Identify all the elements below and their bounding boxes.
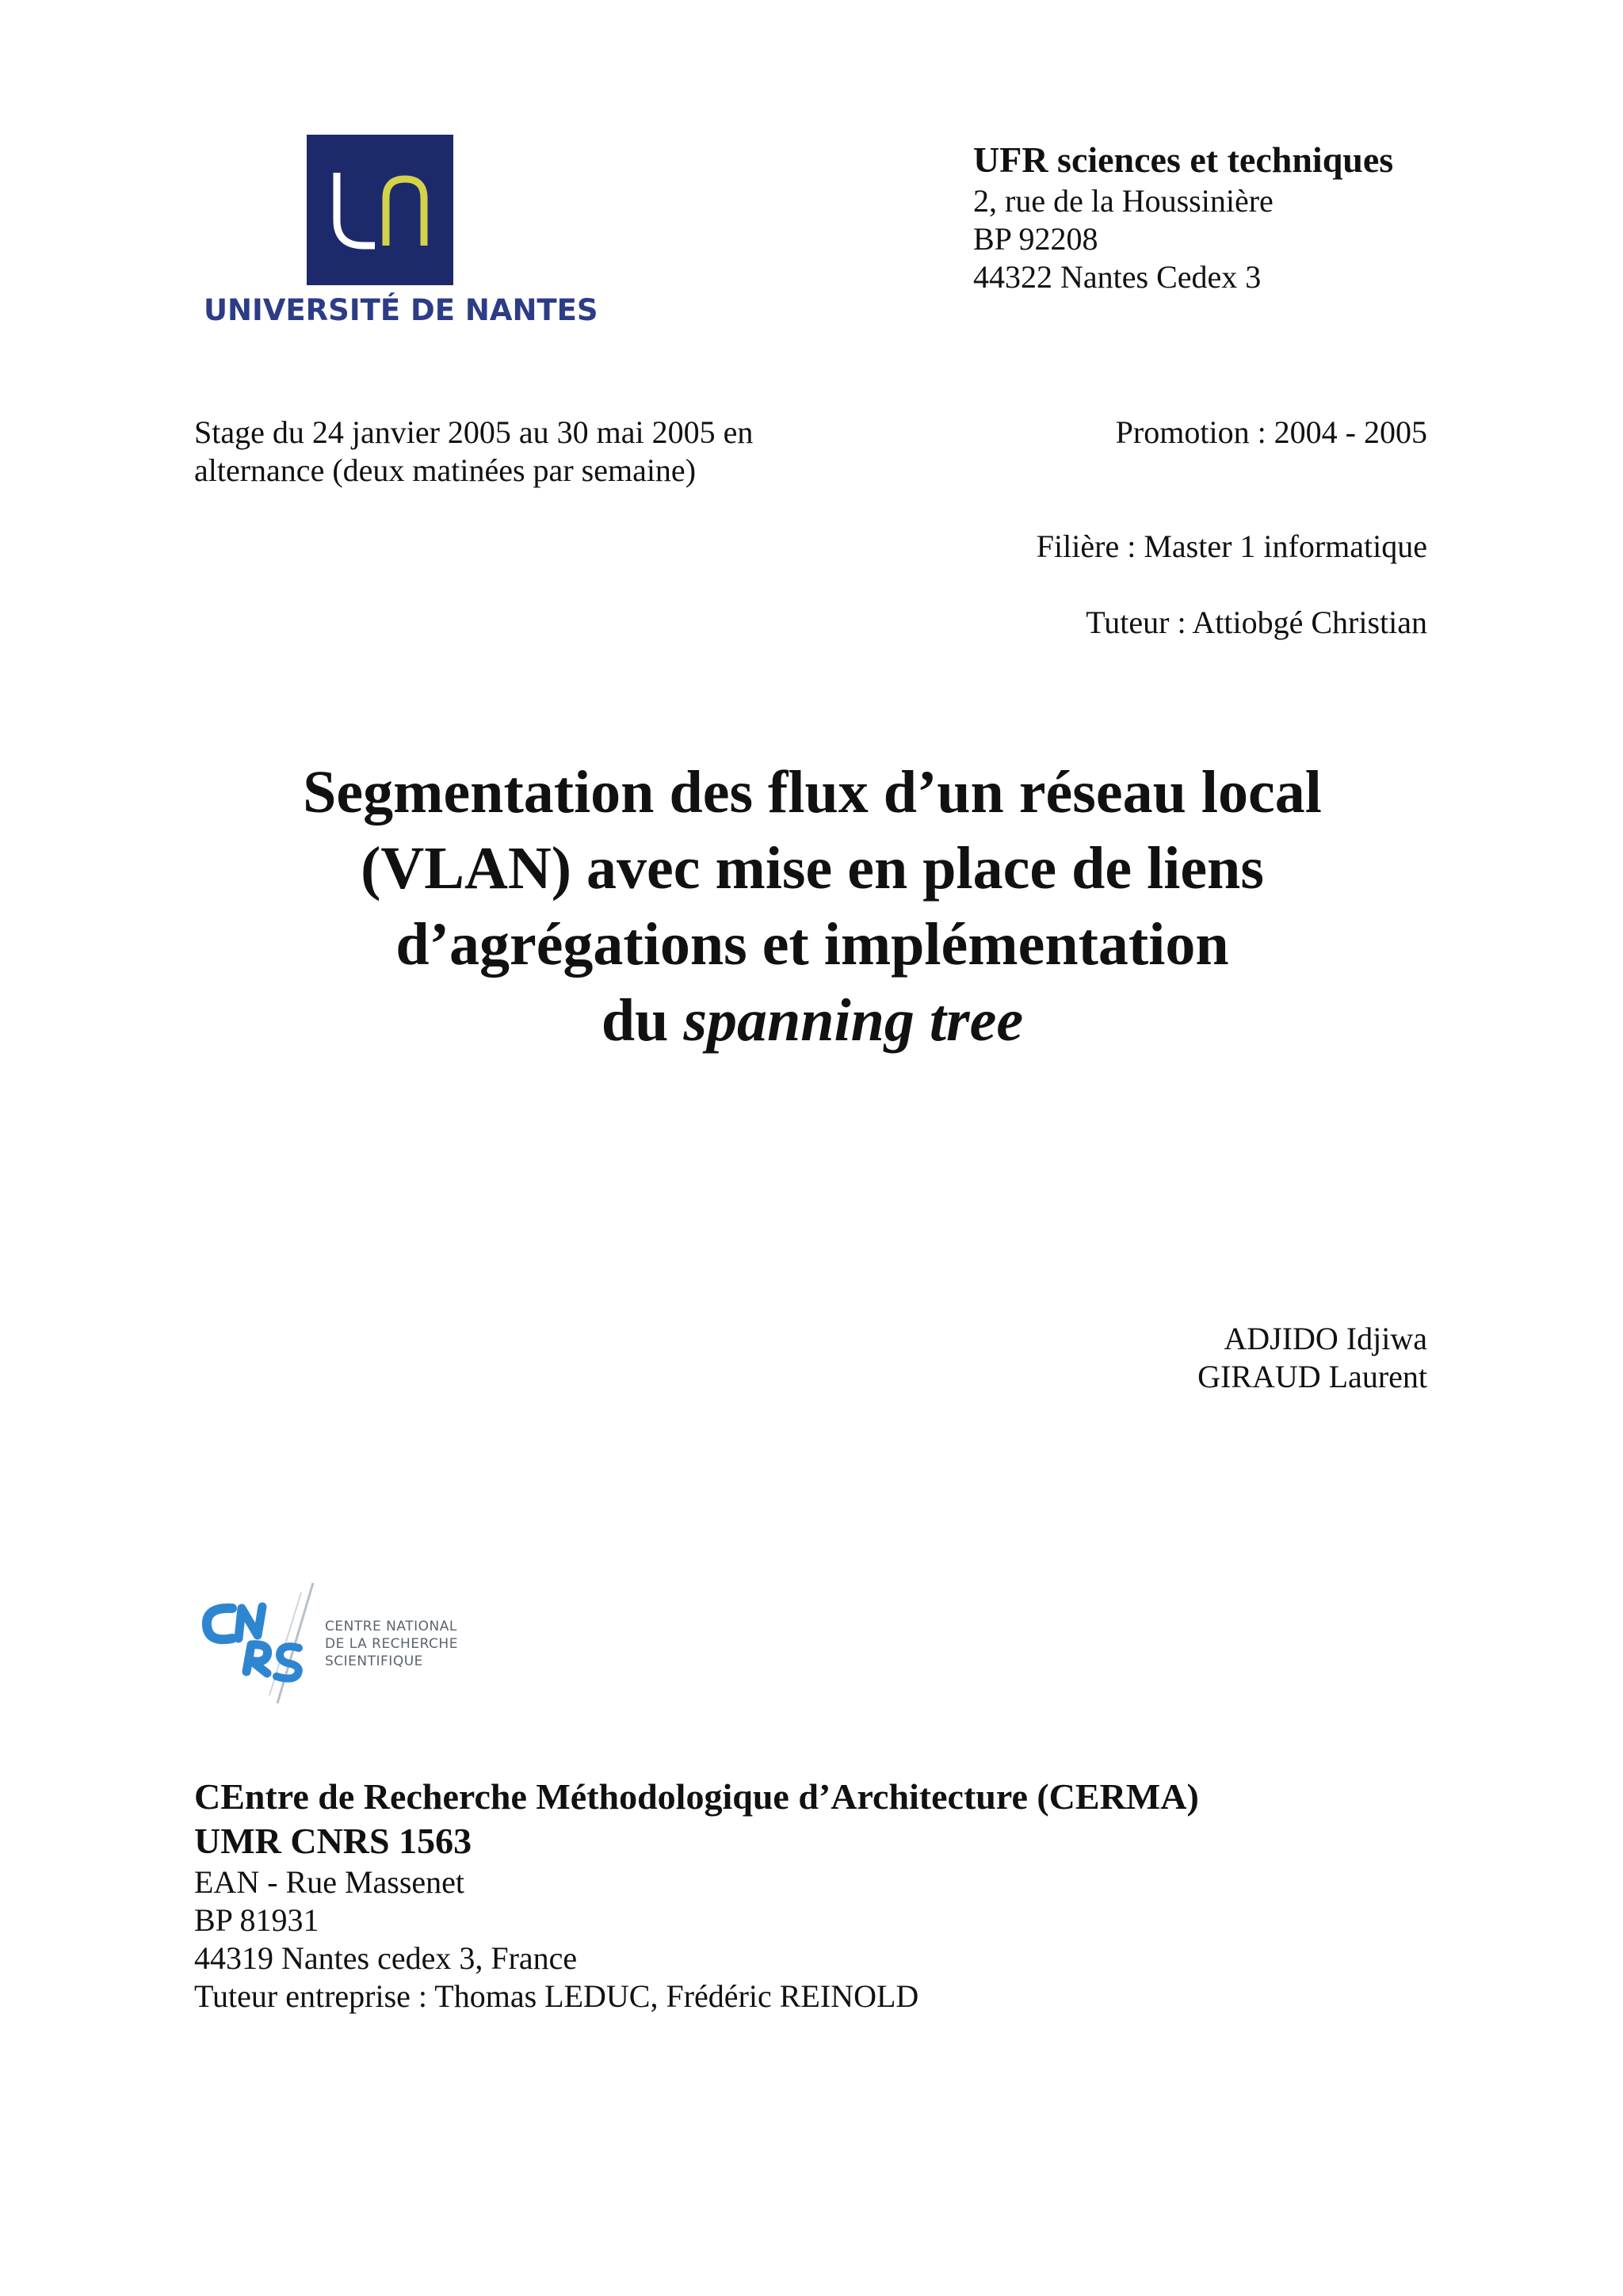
filiere: Filière : Master 1 informatique xyxy=(1036,528,1427,564)
internship-period xyxy=(194,414,753,490)
title-line-last xyxy=(158,982,1466,1058)
cnrs-logo xyxy=(194,1577,479,1711)
ufr-address-block xyxy=(973,138,1393,296)
university-logo-text: UNIVERSITÉ DE NANTES xyxy=(204,293,598,327)
cnrs-logo-text xyxy=(325,1618,458,1670)
title-prefix: du xyxy=(601,987,684,1054)
company-tutor: Tuteur entreprise : Thomas LEDUC, Frédéric REINOLD xyxy=(194,1978,919,2014)
ufr-name: UFR sciences et techniques xyxy=(973,139,1394,180)
cnrs-text-line: SCIENTIFIQUE xyxy=(325,1653,423,1669)
un-monogram-icon xyxy=(307,135,453,285)
document-title xyxy=(158,754,1466,1058)
university-logo-mark xyxy=(307,135,453,285)
company-address-line: BP 81931 xyxy=(194,1902,319,1938)
author: ADJIDO Idjiwa xyxy=(1224,1321,1427,1356)
title-italic: spanning tree xyxy=(683,987,1024,1054)
authors xyxy=(1197,1320,1427,1396)
company-name: CEntre de Recherche Méthodologique d’Architecture (CERMA) xyxy=(194,1776,1199,1817)
company-address-line: EAN - Rue Massenet xyxy=(194,1864,465,1900)
title-line: Segmentation des flux d’un réseau local xyxy=(303,759,1322,826)
cnrs-mark-icon xyxy=(194,1577,321,1711)
promotion: Promotion : 2004 - 2005 xyxy=(1115,414,1427,450)
ufr-address-line: 44322 Nantes Cedex 3 xyxy=(973,259,1262,295)
company-block xyxy=(194,1775,1199,2016)
author: GIRAUD Laurent xyxy=(1197,1359,1427,1394)
period-line: alternance (deux matinées par semaine) xyxy=(194,452,697,488)
cnrs-text-line: CENTRE NATIONAL xyxy=(325,1619,457,1634)
title-line: (VLAN) avec mise en place de liens xyxy=(361,835,1264,902)
ufr-address-line: BP 92208 xyxy=(973,221,1098,257)
company-unit: UMR CNRS 1563 xyxy=(194,1821,472,1861)
ufr-address-line: 2, rue de la Houssinière xyxy=(973,183,1274,219)
universite-de-nantes-logo xyxy=(204,135,598,329)
period-line: Stage du 24 janvier 2005 au 30 mai 2005 en xyxy=(194,414,754,450)
company-address-line: 44319 Nantes cedex 3, France xyxy=(194,1940,578,1976)
tuteur: Tuteur : Attiobgé Christian xyxy=(1086,605,1427,640)
title-line: d’agrégations et implémentation xyxy=(395,911,1229,978)
cnrs-text-line: DE LA RECHERCHE xyxy=(325,1636,458,1652)
